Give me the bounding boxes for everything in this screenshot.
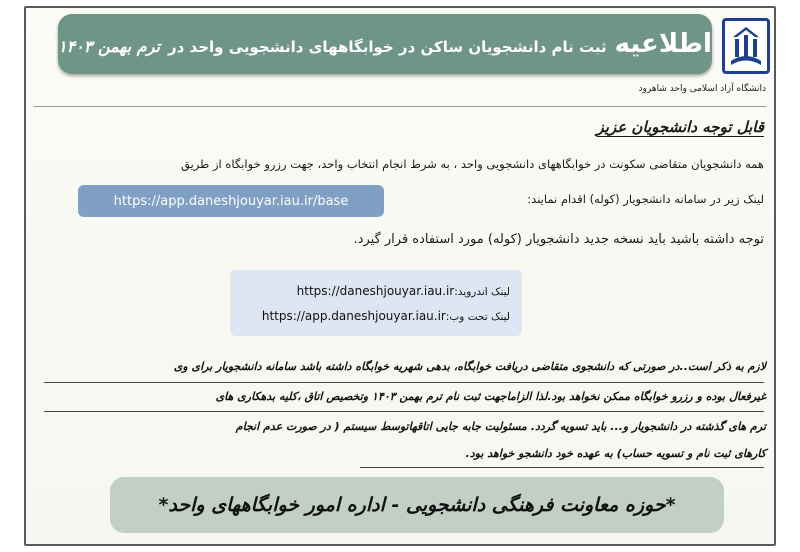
header-banner: [58, 14, 712, 74]
android-link-label: لینک اندروید:: [454, 285, 510, 298]
divider: [34, 106, 766, 107]
note-line-2: غیرفعال بوده و رزرو خوابگاه ممکن نخواهد بود.لذا الزاماجهت ثبت نام ترم بهمن ۱۴۰۳ وتخصیص اتاق ،کلیه بدهکاری های: [215, 390, 766, 403]
note-line-1: لازم به ذکر است..در صورتی که دانشجوی متقاضی دریافت خوابگاه، بدهی شهریه خوابگاه داشته باشد سامانه دانشجویار برای وی: [173, 360, 766, 373]
base-url-link[interactable]: https://app.daneshjouyar.iau.ir/base: [78, 185, 384, 217]
header-text: [58, 29, 712, 59]
android-link-row[interactable]: [242, 284, 510, 298]
web-link-label: لینک تحت وب:: [445, 310, 510, 323]
header-title: اطلاعیه: [614, 29, 712, 59]
university-name: دانشگاه آزاد اسلامی واحد شاهرود: [638, 84, 766, 94]
greeting-heading: قابل توجه دانشجویان عزیز: [596, 118, 764, 136]
web-link-url[interactable]: https://app.daneshjouyar.iau.ir: [261, 308, 446, 323]
note-underline-1: [44, 382, 764, 383]
body-line-2: لینک زیر در سامانه دانشجویار (کوله) اقدام نمایند:: [527, 192, 764, 206]
note-underline-4: [360, 467, 764, 468]
note-line-3: ترم های گذشته در دانشجویار و... باید تسویه گردد. مسئولیت جابه جایی اتاقهاتوسط سیستم ( در صورت عدم انجام: [235, 420, 766, 433]
header-subtitle: ثبت نام دانشجویان ساکن در خوابگاههای دانشجویی واحد در: [167, 38, 607, 56]
footer-banner: *حوزه معاونت فرهنگی دانشجویی - اداره امور خوابگاههای واحد*: [110, 477, 724, 533]
body-line-1: همه دانشجویان متقاضی سکونت در خوابگاههای دانشجویی واحد ، به شرط انجام انتخاب واحد، جهت رزرو خوابگاه از طریق: [181, 157, 764, 171]
web-link-row[interactable]: [242, 309, 510, 323]
links-box: [230, 270, 522, 336]
university-logo-icon: [722, 18, 770, 74]
note-line-4: کارهای ثبت نام و تسویه حساب) به عهده خود دانشجو خواهد بود.: [465, 447, 766, 460]
note-underline-2: [44, 411, 764, 412]
android-link-url[interactable]: https://daneshjouyar.iau.ir: [296, 283, 455, 298]
body-line-3: توجه داشته باشید باید نسخه جدید دانشجویار (کوله) مورد استفاده قرار گیرد.: [353, 232, 764, 247]
header-term: ترم بهمن ۱۴۰۳: [58, 37, 160, 56]
